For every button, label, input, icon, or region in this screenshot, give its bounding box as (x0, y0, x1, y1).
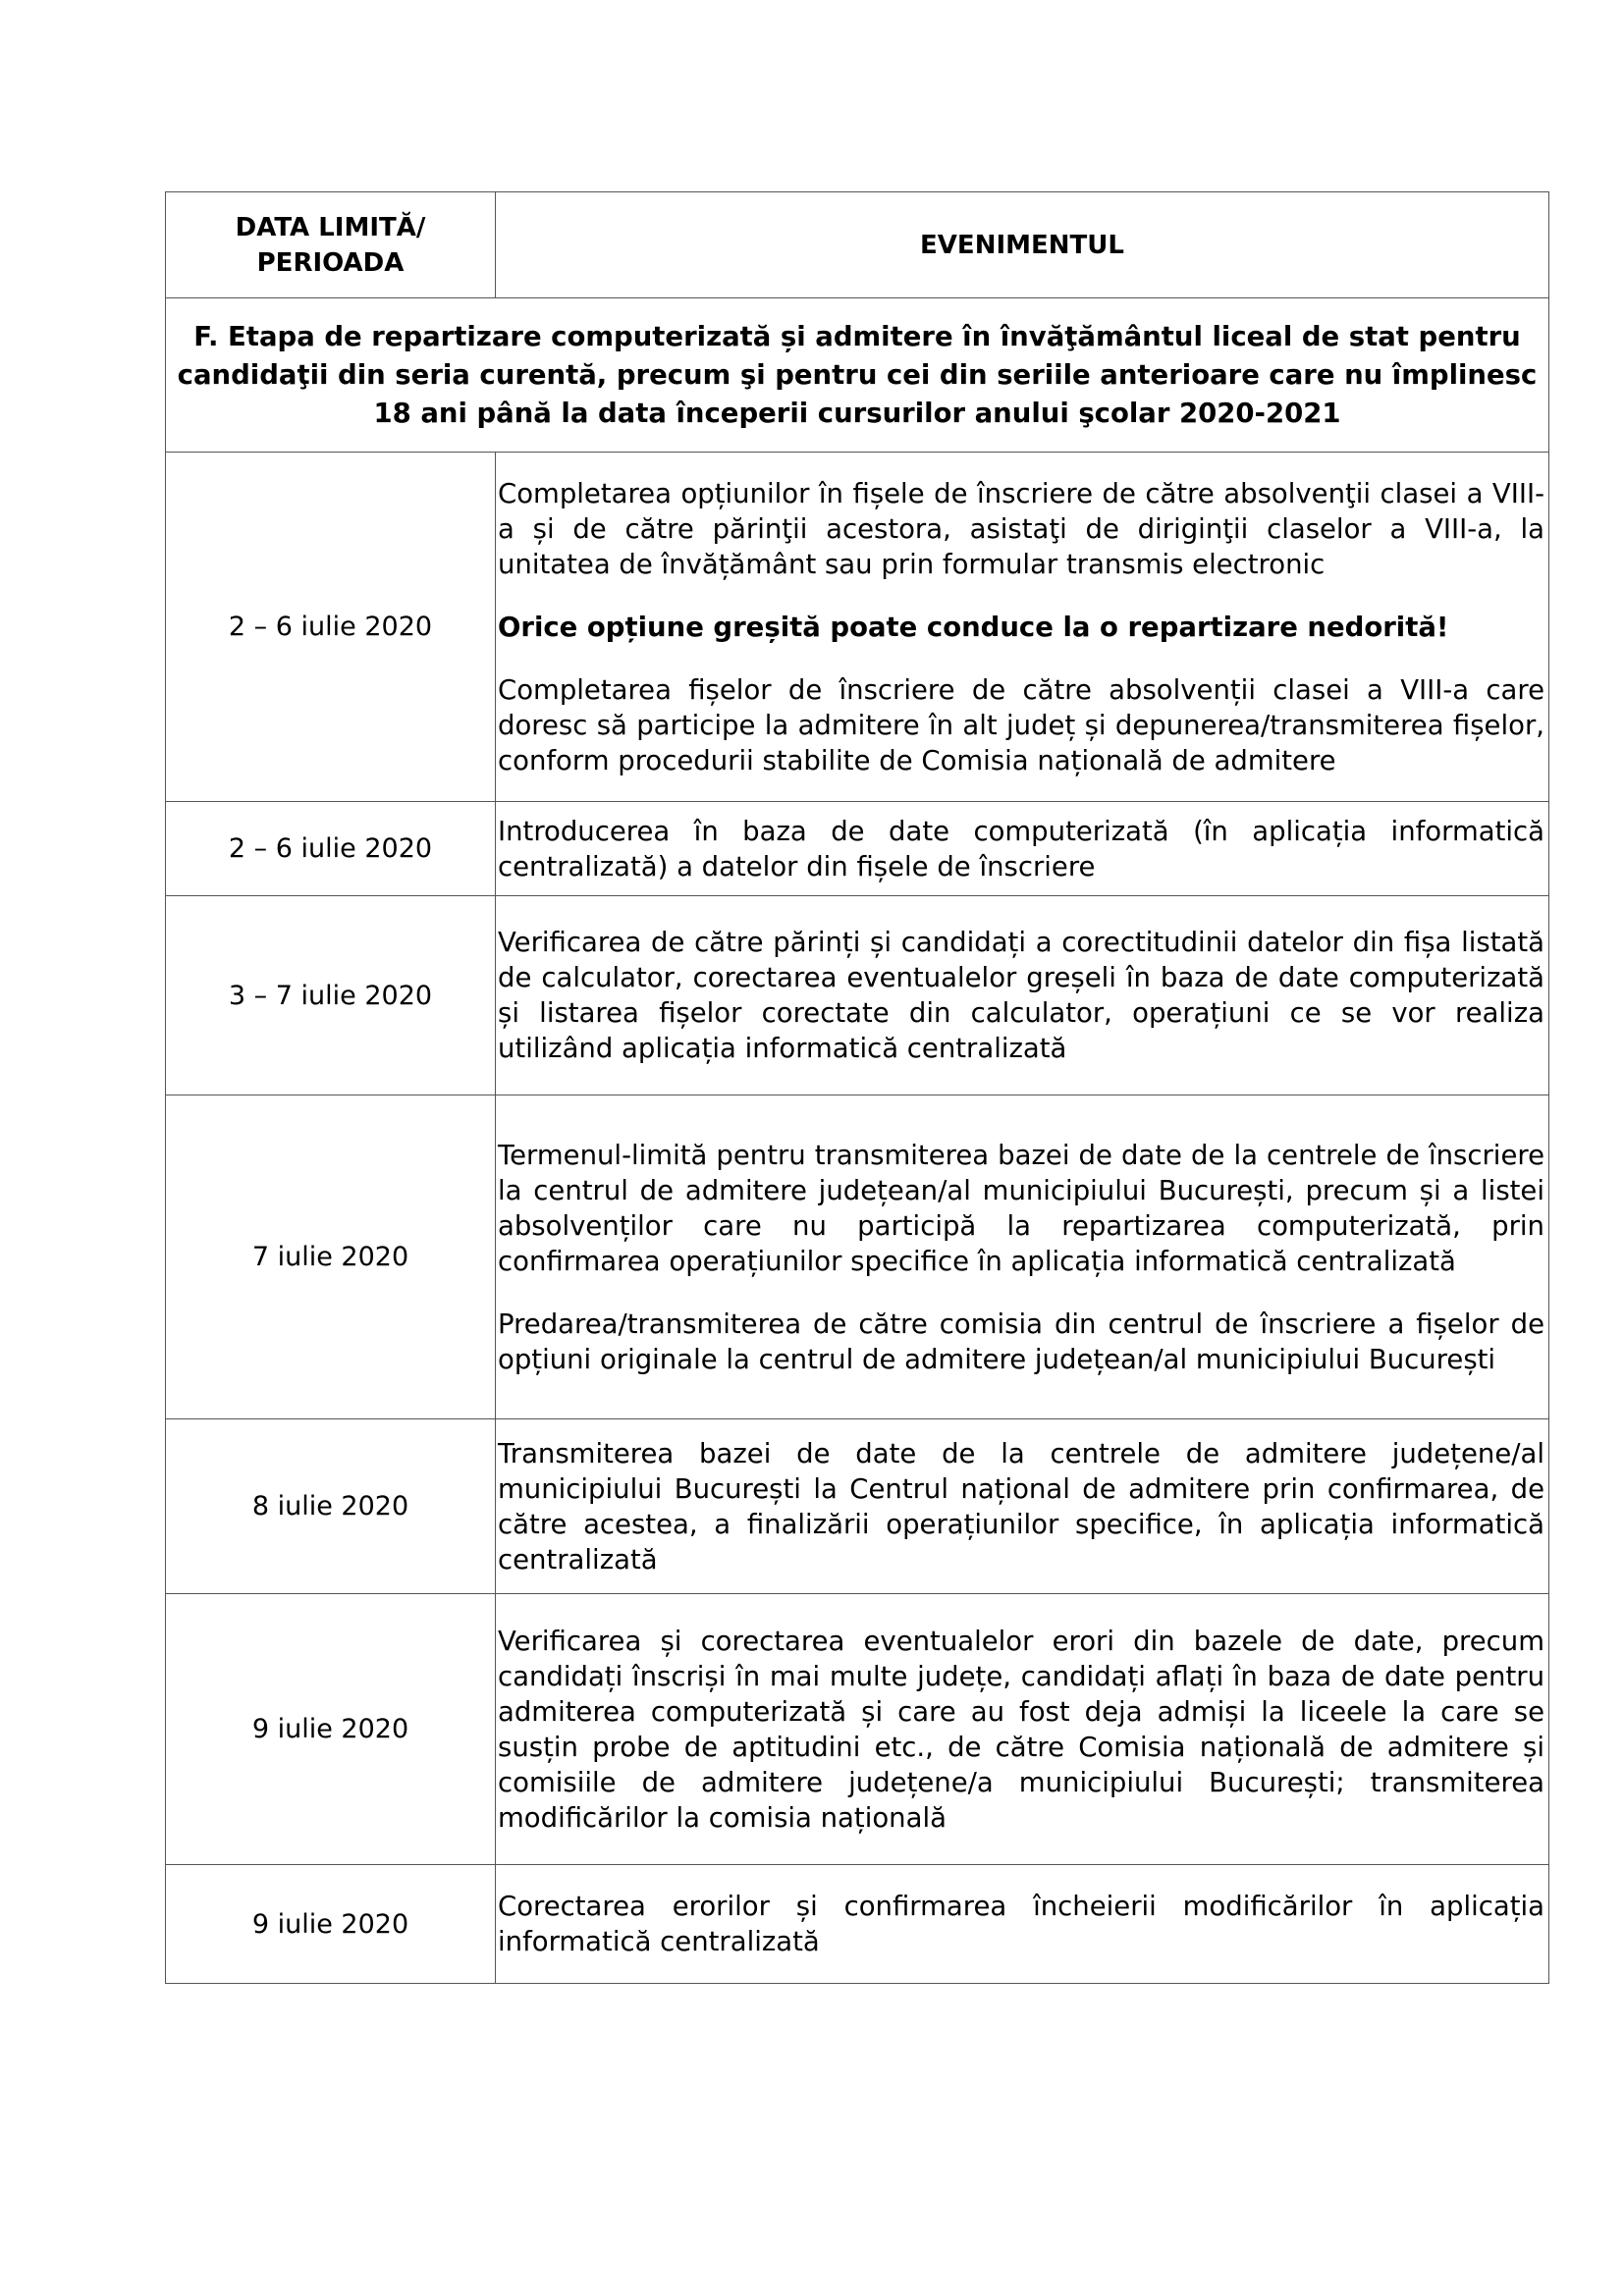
event-cell (496, 1419, 1549, 1594)
date-cell: 7 iulie 2020 (166, 1095, 496, 1419)
warning-text: Orice opțiune greșită poate conduce la o repartizare nedorită! (498, 611, 1449, 643)
table-row (166, 1865, 1549, 1984)
event-text: Verificarea și corectarea eventualelor erori din bazele de date, precum candidați înscriși în mai multe județe, candidați aflați în baza de date pentru admiterea computerizată și care au fost deja admiși la liceele la care se susțin probe de aptitudini etc., de către Comisia națională de admitere și comisiile de admitere județene/a municipiului București; transmiterea modificărilor la comisia națională (498, 1625, 1544, 1834)
table-header-row (166, 192, 1549, 298)
event-cell (496, 896, 1549, 1095)
schedule-table (165, 191, 1549, 1984)
event-text: Termenul-limită pentru transmiterea bazei de date de la centrele de înscriere la centrul de admitere județean/al municipiului București, precum și a listei absolvenților care nu participă la repartizarea computerizată, prin confirmarea operațiunilor specifice în aplicația informatică centralizată (498, 1139, 1544, 1277)
table-row (166, 896, 1549, 1095)
date-cell: 2 – 6 iulie 2020 (166, 453, 496, 802)
event-text: Predarea/transmiterea de către comisia din centrul de înscriere a fișelor de opțiuni originale la centrul de admitere județean/al municipiului București (498, 1308, 1544, 1375)
event-text: Introducerea în baza de date computerizată (în aplicația informatică centralizată) a datelor din fișele de înscriere (498, 815, 1544, 882)
table-row (166, 1594, 1549, 1865)
header-date-label: DATA LIMITĂ/ PERIOADA (235, 212, 426, 278)
event-text: Verificarea de către părinți și candidați a corectitudinii datelor din fișa listată de calculator, corectarea eventualelor greșeli în baza de date computerizată și listarea fișelor corectate din calculator, operațiuni ce se vor realiza utilizând aplicația informatică centralizată (498, 927, 1544, 1064)
table-row (166, 1419, 1549, 1594)
section-title-cell (166, 298, 1549, 453)
event-text: Transmiterea bazei de date de la centrele de admitere județene/al municipiului București la Centrul național de admitere prin confirmarea, de către acestea, a finalizării operațiunilor specifice, în aplicația informatică centralizată (498, 1437, 1544, 1575)
table-row (166, 1095, 1549, 1419)
document-page (165, 191, 1548, 1984)
section-title: F. Etapa de repartizare computerizată și admitere în învăţământul liceal de stat pentru candidaţii din seria curentă, precum şi pentru cei din seriile anterioare care nu împlinesc 18 ani până la data începerii cursurilor anului şcolar 2020-2021 (177, 320, 1538, 429)
date-cell: 9 iulie 2020 (166, 1594, 496, 1865)
event-cell (496, 453, 1549, 802)
event-text: Corectarea erorilor și confirmarea încheierii modificărilor în aplicația informatică centralizată (498, 1891, 1544, 1957)
date-cell: 8 iulie 2020 (166, 1419, 496, 1594)
date-cell: 2 – 6 iulie 2020 (166, 802, 496, 896)
event-text: Completarea opțiunilor în fișele de înscriere de către absolvenţii clasei a VIII-a și de către părinţii acestora, asistaţi de diriginţii claselor a VIII-a, la unitatea de învățământ sau prin formular transmis electronic (498, 477, 1544, 580)
event-cell (496, 1095, 1549, 1419)
date-cell: 9 iulie 2020 (166, 1865, 496, 1984)
header-date (166, 192, 496, 298)
event-cell (496, 802, 1549, 896)
event-cell (496, 1865, 1549, 1984)
date-cell: 3 – 7 iulie 2020 (166, 896, 496, 1095)
table-row (166, 802, 1549, 896)
section-row (166, 298, 1549, 453)
header-event: EVENIMENTUL (496, 192, 1549, 298)
event-text: Completarea fișelor de înscriere de către absolvenții clasei a VIII-a care doresc să participe la admitere în alt județ și depunerea/transmiterea fișelor, conform procedurii stabilite de Comisia națională de admitere (498, 673, 1544, 776)
table-row (166, 453, 1549, 802)
event-cell (496, 1594, 1549, 1865)
